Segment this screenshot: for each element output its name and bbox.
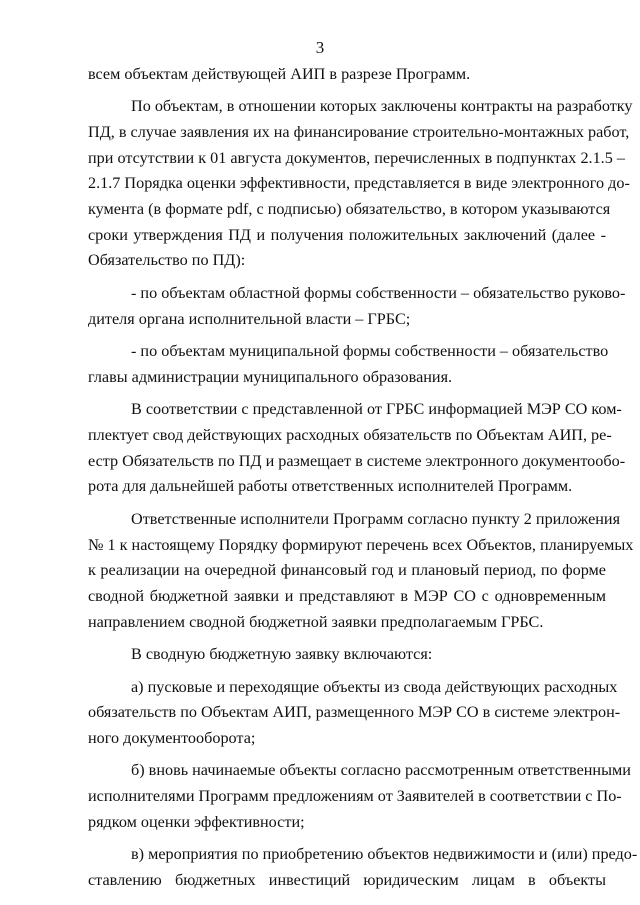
text-line: № 1 к настоящему Порядку формируют перечень всех Объектов, планируемых [88,536,634,554]
text-line: всем объектам действующей АИП в разрезе Программ. [88,65,471,83]
text-line: 2.1.7 Порядка оценки эффективности, представляется в виде электронного до- [88,174,630,192]
text-line: при отсутствии к 01 августа документов, перечисленных в подпунктах 2.1.5 – [88,149,625,167]
text-line: - по объектам областной формы собственности – обязательство руково- [131,284,626,302]
text-line: рядком оценки эффективности; [88,813,305,831]
text-line: Ответственные исполнители Программ согласно пункту 2 приложения [131,510,621,528]
text-line: ПД, в случае заявления их на финансирование строительно-монтажных работ, [88,123,630,141]
page-number: 3 [315,38,325,57]
text-line: Обязательство по ПД): [88,251,246,269]
text-line: ставлению бюджетных инвестиций юридическим лицам в объекты [88,871,606,889]
text-line: плектует свод действующих расходных обязательств по Объектам АИП, ре- [88,426,612,444]
text-line: главы администрации муниципального образования. [88,368,453,386]
text-line: а) пусковые и переходящие объекты из свода действующих расходных [131,678,618,696]
text-line: дителя органа исполнительной власти – ГРБС; [88,310,411,328]
text-line: к реализации на очередной финансовый год и плановый период, по форме [88,561,606,579]
text-line: ного документооборота; [88,729,256,747]
text-line: обязательств по Объектам АИП, размещенного МЭР СО в системе электрон- [88,703,621,721]
text-line: По объектам, в отношении которых заключены контракты на разработку [131,97,633,115]
text-line: сроки утверждения ПД и получения положительных заключений (далее - [88,226,606,244]
text-line: рота для дальнейшей работы ответственных исполнителей Программ. [88,477,573,495]
text-line: В соответствии с представленной от ГРБС информацией МЭР СО ком- [131,400,622,418]
text-line: естр Обязательств по ПД и размещает в системе электронного документообо- [88,452,626,470]
text-line: в) мероприятия по приобретению объектов недвижимости и (или) предо- [131,845,638,863]
text-line: направлением сводной бюджетной заявки предполагаемым ГРБС. [88,613,544,631]
text-line: сводной бюджетной заявки и представляют в МЭР СО с одновременным [88,587,606,605]
text-line: кумента (в формате pdf, с подписью) обязательство, в котором указываются [88,200,611,218]
text-line: б) вновь начинаемые объекты согласно рассмотренным ответственными [131,761,631,779]
text-line: - по объектам муниципальной формы собственности – обязательство [131,342,609,360]
text-line: исполнителями Программ предложениям от Заявителей в соответствии с По- [88,787,622,805]
text-line: В сводную бюджетную заявку включаются: [131,645,433,663]
